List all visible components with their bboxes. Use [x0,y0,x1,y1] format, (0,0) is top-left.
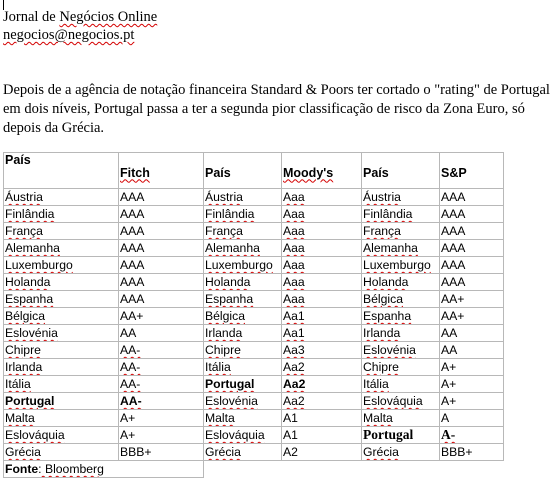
cell-country-sp [362,325,440,342]
cell-country-sp [362,342,440,359]
cell-text: AA+ [441,309,465,323]
cell-moodys-rating [282,325,362,342]
cell-text: Malta [363,411,393,425]
cell-moodys-rating [282,359,362,376]
cell-country-moodys [204,291,282,308]
cell-text: AAA [120,224,145,238]
cell-country-moodys [204,206,282,223]
cell-text: Aaa [283,207,305,221]
cell-text: Aaa [283,190,305,204]
cell-country-moodys [204,410,282,427]
cell-text: Finlândia [363,207,413,221]
cell-text: Itália [5,377,31,391]
cell-country-sp [362,223,440,240]
cell-sp-rating [440,189,504,206]
cell-text: AA- [120,343,141,357]
cell-text: Áustria [363,190,401,204]
cell-text: Finlândia [205,207,255,221]
cell-country-fitch [4,342,119,359]
table-row [4,291,504,308]
cell-text: Aaa [283,224,305,238]
cell-text: Aaa [283,275,305,289]
cell-country-sp [362,393,440,410]
cell-country-fitch [4,393,119,410]
cell-sp-rating [440,308,504,325]
cell-text: A+ [441,377,457,391]
table-row [4,274,504,291]
cell-text: A- [441,427,456,442]
empty-cell [440,461,504,478]
cell-text: Chipre [363,360,399,374]
table-row [4,257,504,274]
cell-text: Aaa [283,241,305,255]
cell-text: Holanda [205,275,251,289]
cell-country-moodys [204,308,282,325]
cell-text: AAA [120,275,145,289]
cell-text: AAA [120,292,145,306]
cell-text: Eslováquia [5,428,65,442]
cell-moodys-rating [282,444,362,461]
cell-text: França [205,224,243,238]
source-value: : Bloomberg [38,462,104,476]
table-row [4,444,504,461]
cell-moodys-rating [282,376,362,393]
cell-sp-rating [440,410,504,427]
cell-text: BBB+ [441,445,473,459]
cell-sp-rating [440,206,504,223]
cell-country-sp [362,359,440,376]
cell-text: AAA [120,207,145,221]
cell-fitch-rating [119,444,204,461]
cell-sp-rating [440,376,504,393]
cell-text: Bélgica [205,309,245,323]
cell-text: França [363,224,401,238]
cell-text: Alemanha [363,241,418,255]
cell-country-moodys [204,189,282,206]
header-country-sp: País [362,153,440,189]
cell-sp-rating [440,325,504,342]
table-row [4,240,504,257]
cell-fitch-rating [119,189,204,206]
publication-title-text: Jornal de Negócios Online [3,9,158,25]
cell-text: Eslovénia [5,326,58,340]
cell-text: Bélgica [5,309,45,323]
cell-sp-rating [440,223,504,240]
cell-country-moodys [204,393,282,410]
rating-table-body [4,153,504,478]
cell-fitch-rating [119,393,204,410]
cell-country-sp [362,206,440,223]
cell-country-fitch [4,257,119,274]
cell-text: AA- [120,394,142,408]
cell-country-fitch [4,376,119,393]
cell-country-moodys [204,257,282,274]
cell-text: Espanha [5,292,54,306]
cell-sp-rating [440,257,504,274]
cell-text: AA+ [120,309,144,323]
source-label: Fonte [5,462,39,476]
cell-text: AAA [441,190,466,204]
cell-fitch-rating [119,376,204,393]
cell-text: Aa1 [283,309,305,323]
table-row [4,189,504,206]
cell-country-moodys [204,444,282,461]
cell-text: Eslovénia [205,394,258,408]
cell-text: Áustria [205,190,243,204]
cell-fitch-rating [119,342,204,359]
table-row [4,393,504,410]
cell-country-sp [362,427,440,444]
cell-moodys-rating [282,427,362,444]
cell-text: Irlanda [5,360,43,374]
cell-text: Itália [363,377,389,391]
cell-sp-rating [440,427,504,444]
cell-moodys-rating [282,223,362,240]
cell-text: Holanda [5,275,51,289]
cell-text: AAA [441,258,466,272]
cell-moodys-rating [282,291,362,308]
cell-moodys-rating [282,257,362,274]
cell-text: AAA [120,241,145,255]
cell-text: AAA [120,190,145,204]
cell-sp-rating [440,291,504,308]
cell-text: Malta [5,411,35,425]
cell-country-moodys [204,427,282,444]
cell-fitch-rating [119,274,204,291]
cell-text: Aa1 [283,326,305,340]
table-row [4,223,504,240]
cell-country-fitch [4,189,119,206]
cell-fitch-rating [119,206,204,223]
table-row [4,342,504,359]
header-sp: S&P [440,153,504,189]
cell-text: França [5,224,43,238]
table-header-row [4,153,504,189]
cell-country-fitch [4,325,119,342]
cell-country-sp [362,291,440,308]
cell-text: A+ [120,428,136,442]
intro-paragraph: Depois de a agência de notação financeira Standard & Poors ter cortado o "rating" de Portugal em dois níveis, Portugal passa a ter a segunda pior classificação de risco da Zona Euro, só depois da Grécia. [3,82,550,136]
cell-text: A+ [441,360,457,374]
cell-sp-rating [440,240,504,257]
cell-text: AAA [441,207,466,221]
cell-text: Luxemburgo [205,258,273,272]
cell-text: Luxemburgo [363,258,431,272]
cell-text: AA- [120,377,141,391]
cell-text: Malta [205,411,235,425]
table-row [4,376,504,393]
cell-text: A1 [283,428,298,442]
cell-country-sp [362,376,440,393]
header-moodys-text: Moody's [283,165,334,180]
title-squiggle: Negócios Online [59,9,158,25]
cell-fitch-rating [119,410,204,427]
cell-text: Alemanha [5,241,60,255]
cell-text: Portugal [363,427,414,442]
cell-fitch-rating [119,291,204,308]
contact-email[interactable] [3,26,157,44]
cell-country-moodys [204,325,282,342]
cell-text: Finlândia [5,207,55,221]
cell-text: Aa2 [283,394,305,408]
cell-text: Grécia [205,445,241,459]
cell-text: AA [120,326,137,340]
cell-text: AAA [441,224,466,238]
cell-text: AA [441,343,458,357]
cell-moodys-rating [282,393,362,410]
publication-title [3,8,157,26]
cell-text: Aaa [283,292,305,306]
header-fitch [119,153,204,189]
cell-text: AAA [441,275,466,289]
cell-text: Chipre [205,343,241,357]
cell-text: Eslovénia [363,343,416,357]
empty-cell [204,461,282,478]
cell-text: Bélgica [363,292,403,306]
cell-text: Aa2 [283,377,306,391]
source-cell [4,461,204,478]
cell-country-fitch [4,291,119,308]
cell-country-fitch [4,274,119,291]
cell-country-sp [362,444,440,461]
cell-fitch-rating [119,257,204,274]
cell-moodys-rating [282,189,362,206]
cell-moodys-rating [282,240,362,257]
cell-text: Eslováquia [205,428,265,442]
cell-fitch-rating [119,240,204,257]
cell-fitch-rating [119,308,204,325]
header-country-fitch: País [4,153,119,189]
cell-country-sp [362,410,440,427]
cell-text: AAA [120,258,145,272]
cell-text: Luxemburgo [5,258,73,272]
cell-text: Espanha [205,292,254,306]
header-country-moodys: País [204,153,282,189]
cell-text: Grécia [5,445,41,459]
table-row [4,325,504,342]
cell-sp-rating [440,393,504,410]
cell-moodys-rating [282,410,362,427]
cell-text: Áustria [5,190,43,204]
cell-fitch-rating [119,325,204,342]
cell-country-moodys [204,359,282,376]
document-header [3,8,157,44]
cell-moodys-rating [282,206,362,223]
cell-moodys-rating [282,308,362,325]
table-row [4,427,504,444]
cell-text: A+ [120,411,136,425]
cell-text: A1 [283,411,298,425]
cell-country-fitch [4,444,119,461]
cell-text: Aaa [283,258,305,272]
cell-text: Grécia [363,445,399,459]
cell-text: AAA [441,241,466,255]
cell-text: AA [441,326,458,340]
header-moodys [282,153,362,189]
cell-text: Holanda [363,275,409,289]
cell-sp-rating [440,444,504,461]
cell-country-sp [362,189,440,206]
cell-text: Espanha [363,309,412,323]
cell-sp-rating [440,359,504,376]
table-row [4,308,504,325]
cell-country-moodys [204,223,282,240]
cell-sp-rating [440,342,504,359]
email-text[interactable]: negocios@negocios.pt [3,27,135,43]
cell-country-sp [362,240,440,257]
cell-text: BBB+ [120,445,152,459]
cell-text: A [441,411,450,425]
table-row [4,410,504,427]
cell-country-fitch [4,410,119,427]
table-row [4,206,504,223]
cell-country-moodys [204,240,282,257]
cell-text: Aa3 [283,343,305,357]
cell-text: AA+ [441,292,465,306]
empty-cell [282,461,362,478]
cell-country-sp [362,274,440,291]
cell-country-fitch [4,240,119,257]
cell-text: Eslováquia [363,394,423,408]
rating-table [3,152,504,478]
cell-sp-rating [440,274,504,291]
cell-country-sp [362,308,440,325]
cell-country-fitch [4,427,119,444]
cell-text: Aa2 [283,360,305,374]
cell-moodys-rating [282,274,362,291]
empty-cell [362,461,440,478]
cell-text: Portugal [5,394,55,408]
cell-text: Irlanda [205,326,243,340]
cell-text: Alemanha [205,241,260,255]
cell-country-fitch [4,359,119,376]
cell-fitch-rating [119,223,204,240]
cell-text: Itália [205,360,231,374]
cell-country-sp [362,257,440,274]
cell-text: AA- [120,360,141,374]
cell-moodys-rating [282,342,362,359]
cell-text: A+ [441,394,457,408]
cell-country-moodys [204,376,282,393]
cell-country-moodys [204,274,282,291]
cell-country-moodys [204,342,282,359]
table-row [4,359,504,376]
cell-country-fitch [4,308,119,325]
header-fitch-text: Fitch [120,165,150,180]
cell-country-fitch [4,223,119,240]
source-row [4,461,504,478]
cell-fitch-rating [119,427,204,444]
cell-text: Chipre [5,343,41,357]
cell-fitch-rating [119,359,204,376]
cell-text: A2 [283,445,298,459]
cell-country-fitch [4,206,119,223]
cell-text: Portugal [205,377,255,391]
cell-text: Irlanda [363,326,401,340]
